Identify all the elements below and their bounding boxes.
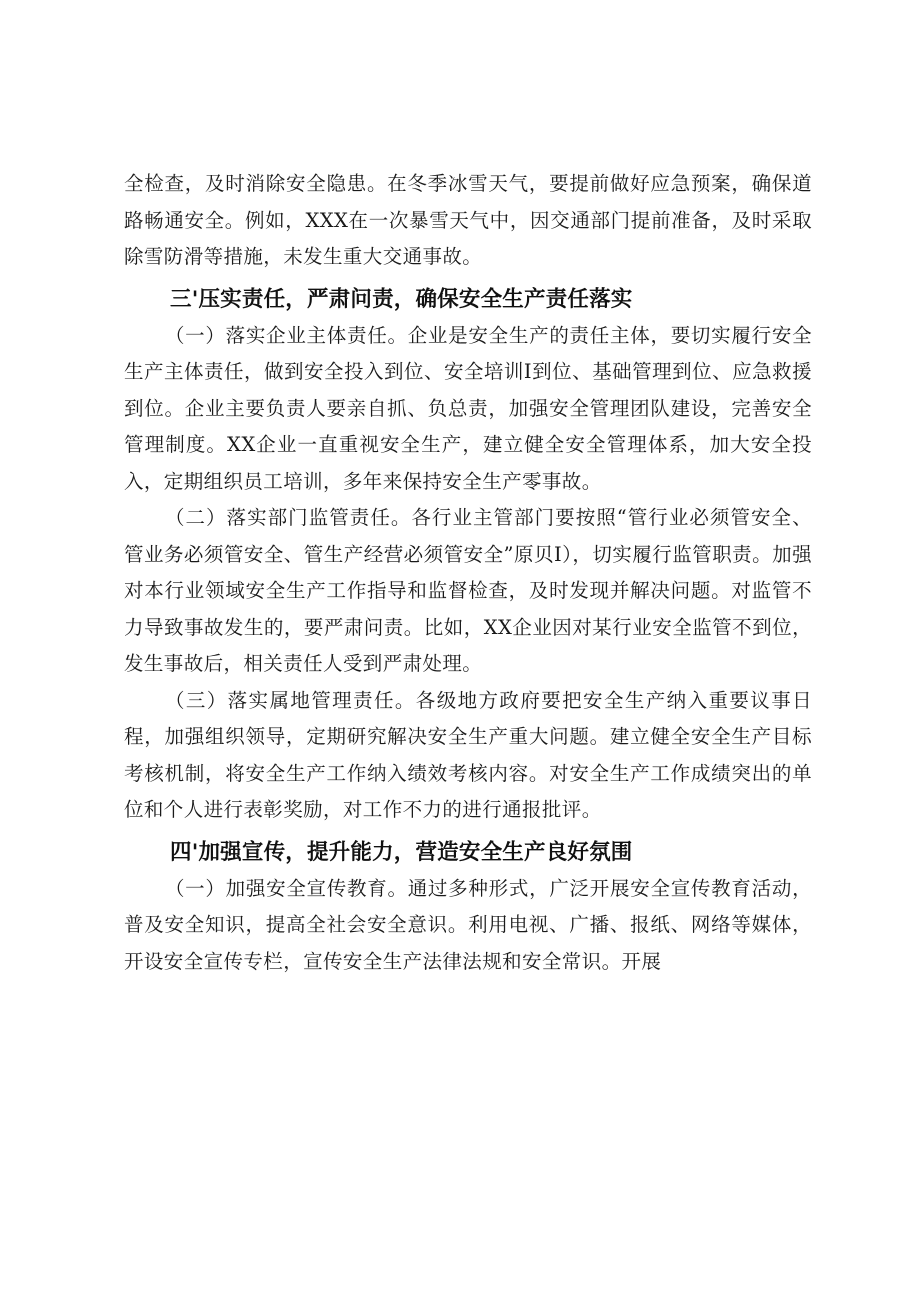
paragraph-3-1: （一）落实企业主体责任。企业是安全生产的责任主体，要切实履行安全生产主体责任，做到安全投入到位、安全培训I到位、基础管理到位、应急救援到位。企业主要负责人要亲自抓、负总责，加强安全管理团队建设，完善安全管理制度。XX企业一直重视安全生产，建立健全安全管理体系，加大安全投入，定期组织员工培训，多年来保持安全生产零事故。 (124, 323, 812, 493)
paragraph-3-2: （二）落实部门监管责任。各行业主管部门要按照“管行业必须管安全、管业务必须管安全、管生产经营必须管安全”原贝I），切实履行监管职责。加强对本行业领域安全生产工作指导和监督检查，及时发现并解决问题。对监管不力导致事故发生的，要严肃问责。比如，XX企业因对某行业安全监管不到位，发生事故后，相关责任人受到严肃处理。 (124, 506, 812, 675)
document-body (124, 166, 812, 980)
section-heading-4: 四'加强宣传，提升能力，营造安全生产良好氛围 (170, 839, 633, 865)
paragraph-3-3: （三）落实属地管理责任。各级地方政府要把安全生产纳入重要议事日程，加强组织领导，定期研究解决安全生产重大问题。建立健全安全生产目标考核机制，将安全生产工作纳入绩效考核内容。对安全生产工作成绩突出的单位和个人进行表彰奖励，对工作不力的进行通报批评。 (124, 688, 812, 821)
paragraph-4-1: （一）加强安全宣传教育。通过多种形式，广泛开展安全宣传教育活动，普及安全知识，提高全社会安全意识。利用电视、广播、报纸、网络等媒体，开设安全宣传专栏，宣传安全生产法律法规和安全常识。开展 (124, 876, 812, 973)
section-heading-3: 三'压实责任，严肃问责，确保安全生产责任落实 (170, 286, 633, 312)
paragraph-continuation: 全检查，及时消除安全隐患。在冬季冰雪天气，要提前做好应急预案，确保道路畅通安全。例如，XXX在一次暴雪天气中，因交通部门提前准备，及时采取除雪防滑等措施，未发生重大交通事故。 (124, 172, 812, 268)
